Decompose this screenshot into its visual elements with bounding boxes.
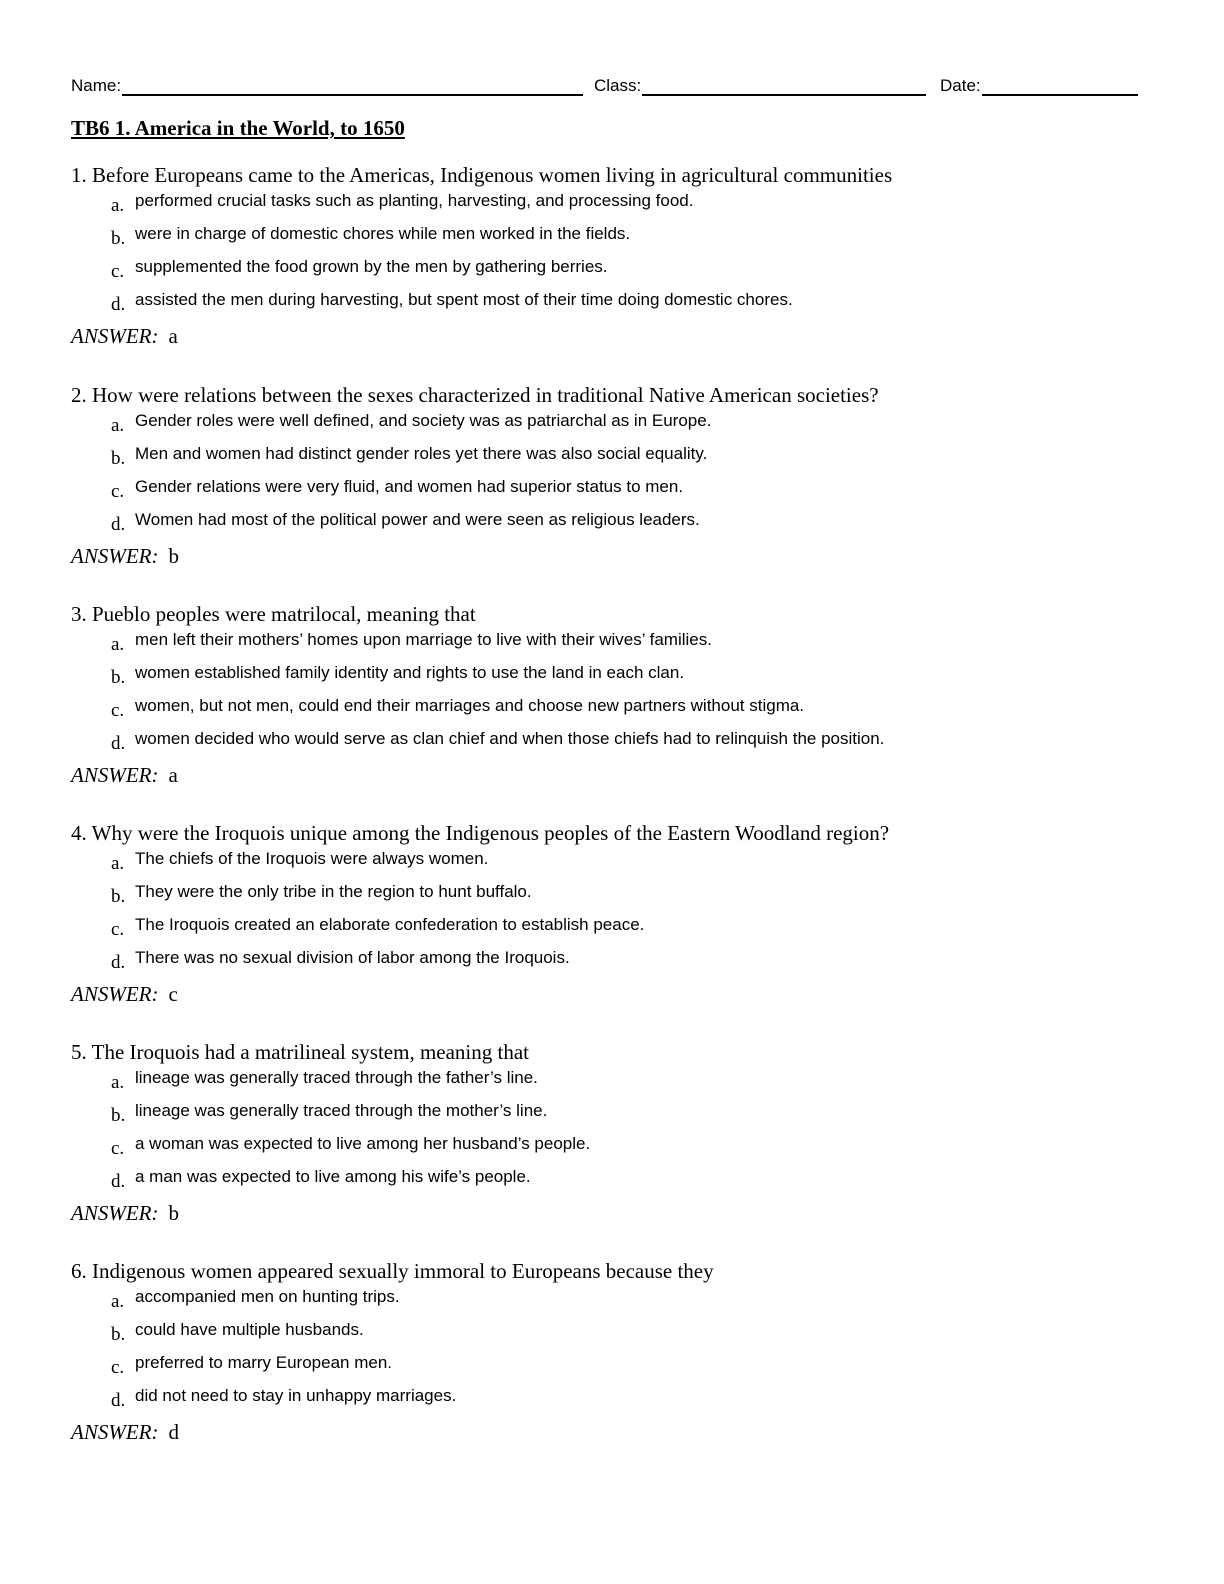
question-4-option-a — [71, 848, 1151, 881]
option-text: could have multiple husbands. — [135, 1320, 364, 1339]
option-letter: a. — [111, 634, 125, 655]
option-text: There was no sexual division of labor among the Iroquois. — [135, 948, 570, 967]
question-stem: 1. Before Europeans came to the Americas, Indigenous women living in agricultural communities — [71, 163, 893, 187]
question-6-option-c — [71, 1352, 1151, 1385]
question-6-option-a — [71, 1286, 1151, 1319]
option-letter: d. — [111, 294, 126, 315]
question-5-option-d — [71, 1166, 1151, 1199]
question-3-option-a — [71, 629, 1151, 662]
option-letter: d. — [111, 733, 126, 754]
page-title: TB6 1. America in the World, to 1650 — [71, 116, 405, 140]
question-1 — [71, 162, 1151, 349]
option-text: supplemented the food grown by the men by gathering berries. — [135, 257, 608, 276]
class-label: Class: — [594, 76, 642, 95]
option-letter: c. — [111, 261, 125, 282]
option-list — [71, 1286, 1151, 1418]
option-text: Gender roles were well defined, and society was as patriarchal as in Europe. — [135, 411, 712, 430]
option-letter: b. — [111, 1324, 126, 1345]
option-text: women decided who would serve as clan chief and when those chiefs had to relinquish the position. — [135, 729, 885, 748]
option-letter: c. — [111, 481, 125, 502]
option-text: were in charge of domestic chores while men worked in the fields. — [135, 224, 631, 243]
answer-line — [71, 981, 1151, 1007]
option-text: assisted the men during harvesting, but spent most of their time doing domestic chores. — [135, 290, 793, 309]
option-text: did not need to stay in unhappy marriages. — [135, 1386, 457, 1405]
question-2 — [71, 382, 1151, 569]
answer-label: ANSWER: — [71, 544, 159, 568]
option-text: performed crucial tasks such as planting, harvesting, and processing food. — [135, 191, 694, 210]
option-text: The chiefs of the Iroquois were always women. — [135, 849, 489, 868]
answer-line — [71, 323, 1151, 349]
class-field — [594, 72, 926, 96]
question-3-option-c — [71, 695, 1151, 728]
option-text: lineage was generally traced through the mother’s line. — [135, 1101, 548, 1120]
answer-label: ANSWER: — [71, 982, 159, 1006]
option-letter: c. — [111, 1357, 125, 1378]
answer-line — [71, 1200, 1151, 1226]
question-4-option-c — [71, 914, 1151, 947]
question-2-option-d — [71, 509, 1151, 542]
option-letter: c. — [111, 919, 125, 940]
option-list — [71, 190, 1151, 322]
option-text: The Iroquois created an elaborate confederation to establish peace. — [135, 915, 645, 934]
question-stem: 6. Indigenous women appeared sexually immoral to Europeans because they — [71, 1259, 714, 1283]
answer-value: c — [168, 982, 178, 1006]
question-4-option-b — [71, 881, 1151, 914]
question-6-option-d — [71, 1385, 1151, 1418]
question-stem: 3. Pueblo peoples were matrilocal, meaning that — [71, 602, 476, 626]
option-letter: d. — [111, 514, 126, 535]
option-text: men left their mothers’ homes upon marriage to live with their wives’ families. — [135, 630, 712, 649]
question-2-option-a — [71, 410, 1151, 443]
option-text: a woman was expected to live among her husband’s people. — [135, 1134, 591, 1153]
question-3 — [71, 601, 1151, 788]
question-5-option-b — [71, 1100, 1151, 1133]
option-letter: c. — [111, 1138, 125, 1159]
option-letter: a. — [111, 195, 125, 216]
answer-value: b — [168, 1201, 179, 1225]
option-text: Women had most of the political power and were seen as religious leaders. — [135, 510, 700, 529]
answer-label: ANSWER: — [71, 763, 159, 787]
answer-label: ANSWER: — [71, 324, 159, 348]
question-1-option-b — [71, 223, 1151, 256]
date-field — [940, 72, 1138, 96]
answer-line — [71, 762, 1151, 788]
question-1-option-d — [71, 289, 1151, 322]
question-4 — [71, 820, 1151, 1007]
class-blank-line — [642, 74, 926, 96]
answer-value: b — [168, 544, 179, 568]
option-list — [71, 629, 1151, 761]
option-text: They were the only tribe in the region to hunt buffalo. — [135, 882, 532, 901]
question-2-option-c — [71, 476, 1151, 509]
option-text: a man was expected to live among his wife’s people. — [135, 1167, 531, 1186]
question-5 — [71, 1039, 1151, 1226]
answer-value: a — [168, 763, 178, 787]
option-list — [71, 1067, 1151, 1199]
question-stem: 2. How were relations between the sexes characterized in traditional Native American societies? — [71, 383, 879, 407]
answer-value: a — [168, 324, 178, 348]
answer-line — [71, 543, 1151, 569]
question-3-option-b — [71, 662, 1151, 695]
option-text: Gender relations were very fluid, and women had superior status to men. — [135, 477, 684, 496]
name-blank-line — [122, 74, 583, 96]
option-text: preferred to marry European men. — [135, 1353, 393, 1372]
option-letter: a. — [111, 1291, 125, 1312]
question-5-option-a — [71, 1067, 1151, 1100]
option-letter: d. — [111, 952, 126, 973]
question-1-option-a — [71, 190, 1151, 223]
option-letter: a. — [111, 853, 125, 874]
question-stem: 5. The Iroquois had a matrilineal system, meaning that — [71, 1040, 530, 1064]
question-3-option-d — [71, 728, 1151, 761]
name-label: Name: — [71, 76, 122, 95]
answer-line — [71, 1419, 1151, 1445]
option-letter: b. — [111, 1105, 126, 1126]
question-1-option-c — [71, 256, 1151, 289]
question-6 — [71, 1258, 1151, 1445]
header — [71, 72, 1143, 98]
option-list — [71, 848, 1151, 980]
answer-label: ANSWER: — [71, 1420, 159, 1444]
date-blank-line — [982, 74, 1138, 96]
question-5-option-c — [71, 1133, 1151, 1166]
option-letter: b. — [111, 667, 126, 688]
date-label: Date: — [940, 76, 981, 95]
option-text: accompanied men on hunting trips. — [135, 1287, 400, 1306]
option-text: Men and women had distinct gender roles yet there was also social equality. — [135, 444, 708, 463]
option-text: women established family identity and rights to use the land in each clan. — [135, 663, 685, 682]
option-letter: b. — [111, 228, 126, 249]
question-4-option-d — [71, 947, 1151, 980]
option-text: lineage was generally traced through the father’s line. — [135, 1068, 538, 1087]
option-letter: a. — [111, 415, 125, 436]
option-letter: d. — [111, 1390, 126, 1411]
name-field — [71, 72, 583, 96]
option-letter: d. — [111, 1171, 126, 1192]
option-list — [71, 410, 1151, 542]
option-letter: b. — [111, 886, 126, 907]
option-letter: a. — [111, 1072, 125, 1093]
option-letter: c. — [111, 700, 125, 721]
question-2-option-b — [71, 443, 1151, 476]
question-6-option-b — [71, 1319, 1151, 1352]
answer-value: d — [168, 1420, 179, 1444]
option-text: women, but not men, could end their marriages and choose new partners without stigma. — [135, 696, 805, 715]
option-letter: b. — [111, 448, 126, 469]
question-stem: 4. Why were the Iroquois unique among the Indigenous peoples of the Eastern Woodland region? — [71, 821, 890, 845]
answer-label: ANSWER: — [71, 1201, 159, 1225]
